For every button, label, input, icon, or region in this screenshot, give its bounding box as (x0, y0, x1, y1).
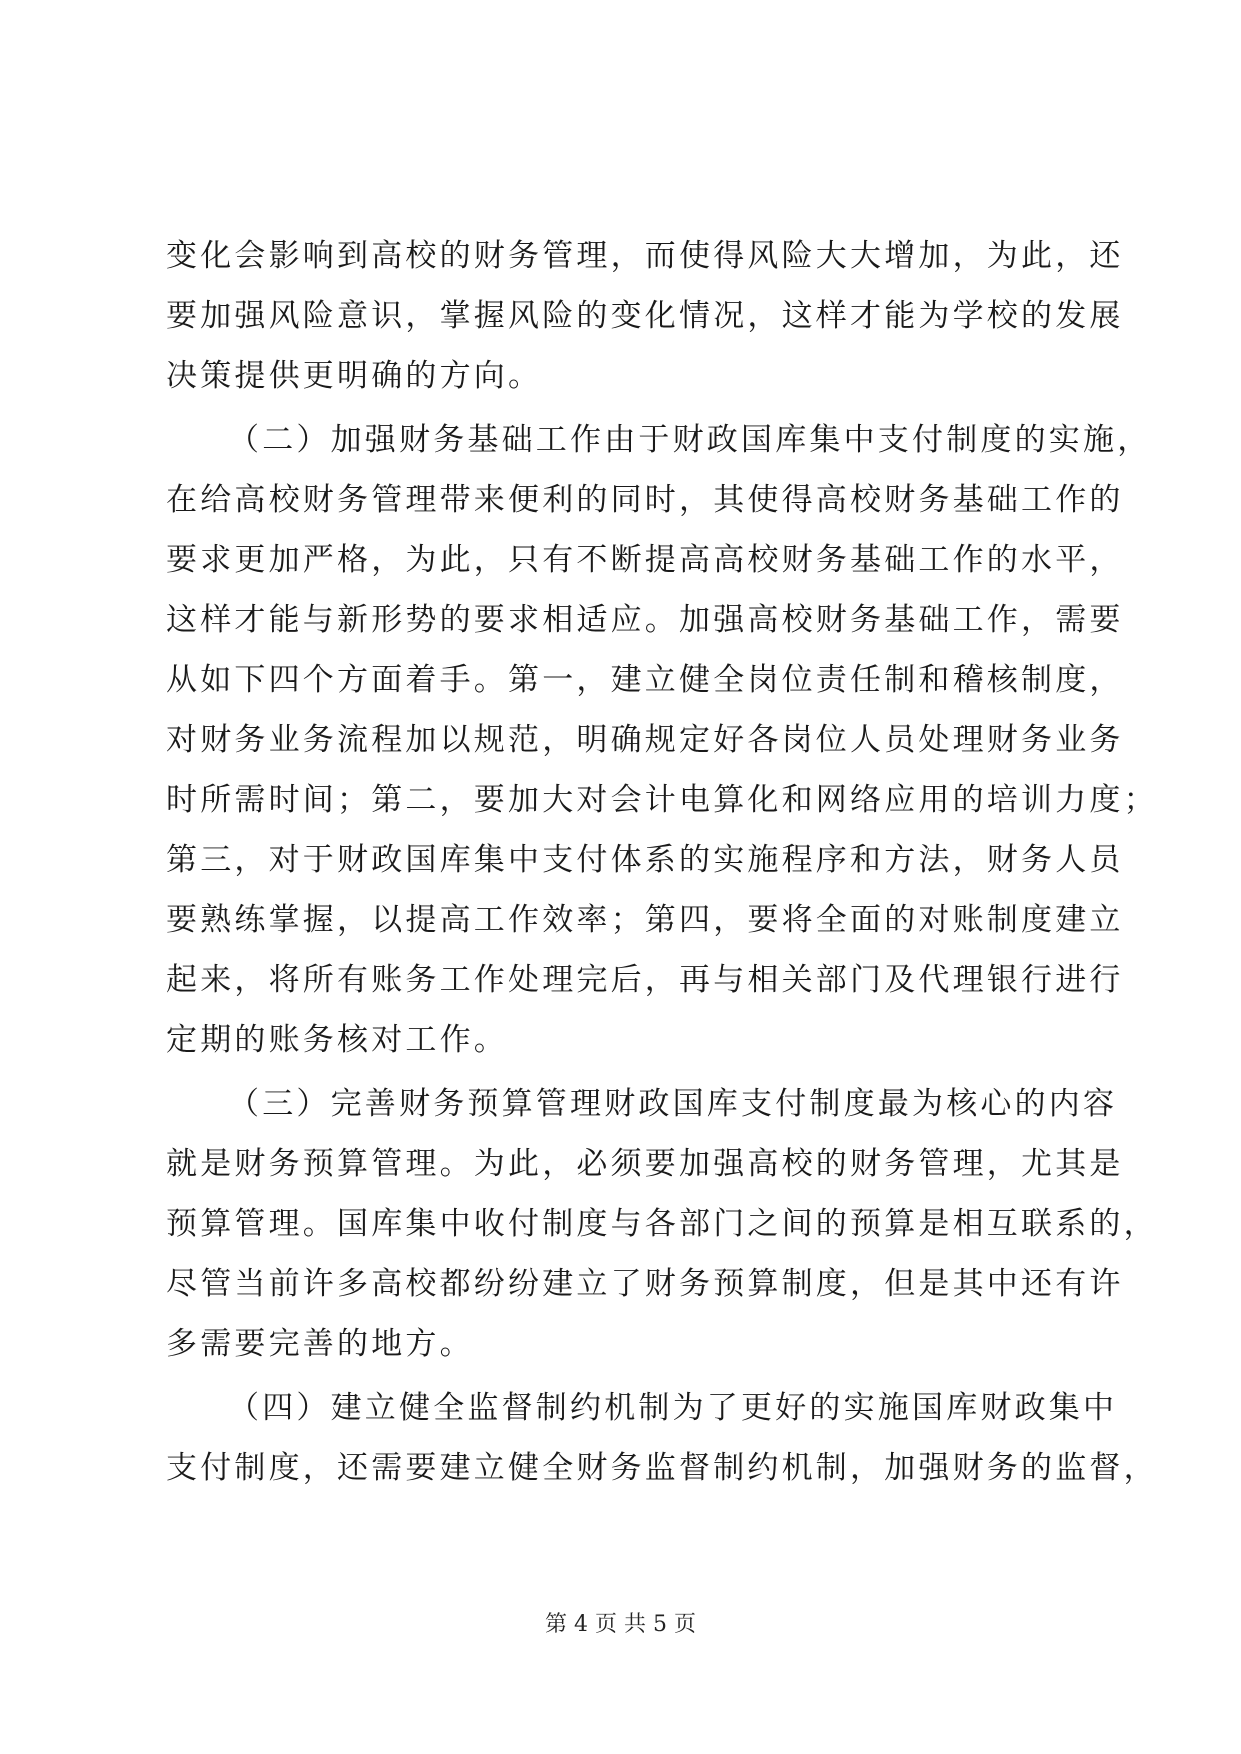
text-line: 起来，将所有账务工作处理完后，再与相关部门及代理银行进行 (166, 962, 1124, 998)
text-line: 要熟练掌握，以提高工作效率；第四，要将全面的对账制度建立 (166, 902, 1124, 938)
text-line: 定期的账务核对工作。 (166, 1022, 508, 1058)
text-line: 时所需时间；第二，要加大对会计电算化和网络应用的培训力度； (166, 782, 1158, 818)
text-line: 决策提供更明确的方向。 (166, 358, 543, 394)
text-line: 要求更加严格，为此，只有不断提高高校财务基础工作的水平， (166, 542, 1124, 578)
text-line: 预算管理。国库集中收付制度与各部门之间的预算是相互联系的， (166, 1206, 1158, 1242)
text-line: 对财务业务流程加以规范，明确规定好各岗位人员处理财务业务 (166, 722, 1124, 758)
text-line: 第三，对于财政国库集中支付体系的实施程序和方法，财务人员 (166, 842, 1124, 878)
paragraph-heading-line: （二）加强财务基础工作由于财政国库集中支付制度的实施， (228, 422, 1152, 458)
text-line: 这样才能与新形势的要求相适应。加强高校财务基础工作，需要 (166, 602, 1124, 638)
text-line: 多需要完善的地方。 (166, 1326, 474, 1362)
text-line: 在给高校财务管理带来便利的同时，其使得高校财务基础工作的 (166, 482, 1124, 518)
text-line: 从如下四个方面着手。第一，建立健全岗位责任制和稽核制度， (166, 662, 1124, 698)
text-line: 变化会影响到高校的财务管理，而使得风险大大增加，为此，还 (166, 238, 1124, 274)
text-line: 支付制度，还需要建立健全财务监督制约机制，加强财务的监督， (166, 1450, 1158, 1486)
paragraph-heading-line: （三）完善财务预算管理财政国库支付制度最为核心的内容 (228, 1086, 1118, 1122)
text-line: 就是财务预算管理。为此，必须要加强高校的财务管理，尤其是 (166, 1146, 1124, 1182)
page-number-footer: 第 4 页 共 5 页 (545, 1612, 696, 1637)
text-line: 要加强风险意识，掌握风险的变化情况，这样才能为学校的发展 (166, 298, 1124, 334)
paragraph-heading-line: （四）建立健全监督制约机制为了更好的实施国库财政集中 (228, 1390, 1118, 1426)
text-line: 尽管当前许多高校都纷纷建立了财务预算制度，但是其中还有许 (166, 1266, 1124, 1302)
